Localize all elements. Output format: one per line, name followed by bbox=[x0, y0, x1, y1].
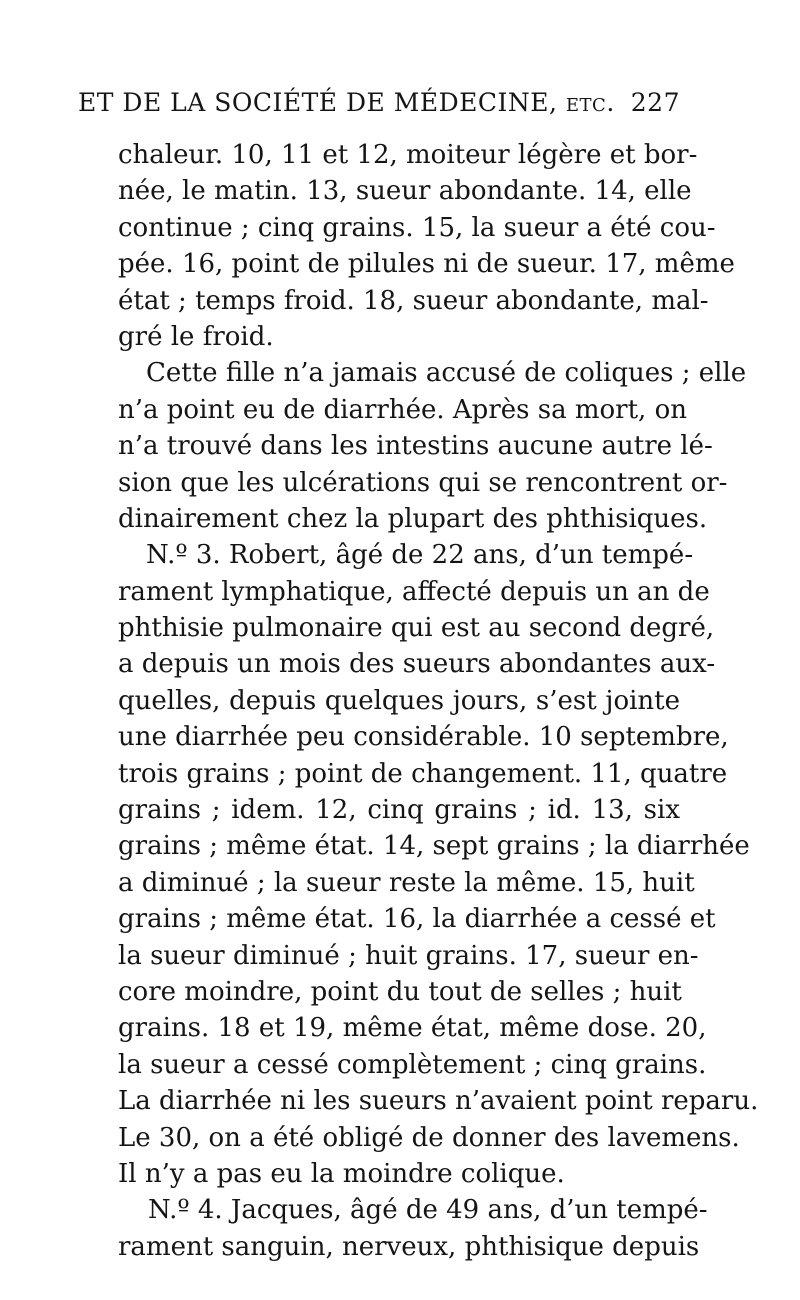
text-line: trois grains ; point de changement. 11, quatre bbox=[118, 758, 728, 789]
text-line: la sueur a cessé complètement ; cinq grains. bbox=[118, 1049, 707, 1080]
text-line: core moindre, point du tout de selles ; huit bbox=[118, 976, 682, 1007]
text-line: née, le matin. 13, sueur abondante. 14, elle bbox=[118, 176, 692, 207]
text-line: Le 30, on a été obligé de donner des lavemens. bbox=[118, 1122, 740, 1153]
text-line: continue ; cinq grains. 15, la sueur a été cou- bbox=[118, 212, 716, 243]
text-line: chaleur. 10, 11 et 12, moiteur légère et bor- bbox=[118, 140, 698, 170]
text-line: rament sanguin, nerveux, phthisique depuis bbox=[118, 1231, 700, 1262]
case-4-heading-line: N.º 4. Jacques, âgé de 49 ans, d’un tempé- bbox=[148, 1195, 708, 1226]
paragraph-end-line: Il n’y a pas eu la moindre colique. bbox=[118, 1158, 565, 1189]
text-line: La diarrhée ni les sueurs n’avaient point reparu. bbox=[118, 1086, 759, 1117]
running-head bbox=[78, 88, 680, 128]
text-line: n’a trouvé dans les intestins aucune autre lé- bbox=[118, 431, 713, 462]
paragraph-start-line: Cette fille n’a jamais accusé de coliques ; elle bbox=[146, 358, 747, 389]
page-number: 227 bbox=[630, 88, 680, 117]
text-line: grains. 18 et 19, même état, même dose. 20, bbox=[118, 1013, 707, 1044]
case-3-heading-line: N.º 3. Robert, âgé de 22 ans, d’un tempé- bbox=[146, 540, 694, 571]
text-line: état ; temps froid. 18, sueur abondante, mal- bbox=[118, 285, 709, 316]
body-text bbox=[118, 137, 759, 1265]
text-line: a diminué ; la sueur reste la même. 15, huit bbox=[118, 867, 695, 898]
text-line: n’a point eu de diarrhée. Après sa mort, on bbox=[118, 394, 687, 425]
text-line: quelles, depuis quelques jours, s’est jointe bbox=[118, 685, 680, 716]
text-line: sion que les ulcérations qui se rencontrent or- bbox=[118, 467, 728, 498]
text-line: la sueur diminué ; huit grains. 17, sueur en- bbox=[118, 940, 699, 971]
text-line: pée. 16, point de pilules ni de sueur. 17, même bbox=[118, 249, 735, 280]
paragraph-end-line: dinairement chez la plupart des phthisiques. bbox=[118, 503, 708, 534]
text-line: une diarrhée peu considérable. 10 septembre, bbox=[118, 722, 729, 753]
text-line: grains ; idem. 12, cinq grains ; id. 13, six bbox=[118, 795, 680, 826]
running-head-title: ET DE LA SOCIÉTÉ DE MÉDECINE, etc. bbox=[78, 88, 615, 117]
text-line: grains ; même état. 16, la diarrhée a cessé et bbox=[118, 904, 716, 935]
text-line: phthisie pulmonaire qui est au second degré, bbox=[118, 613, 715, 644]
text-line: a depuis un mois des sueurs abondantes aux- bbox=[118, 649, 716, 680]
text-line: rament lymphatique, affecté depuis un an de bbox=[118, 576, 710, 607]
paragraph-end-line: gré le froid. bbox=[118, 321, 274, 352]
text-line: grains ; même état. 14, sept grains ; la diarrhée bbox=[118, 831, 750, 862]
